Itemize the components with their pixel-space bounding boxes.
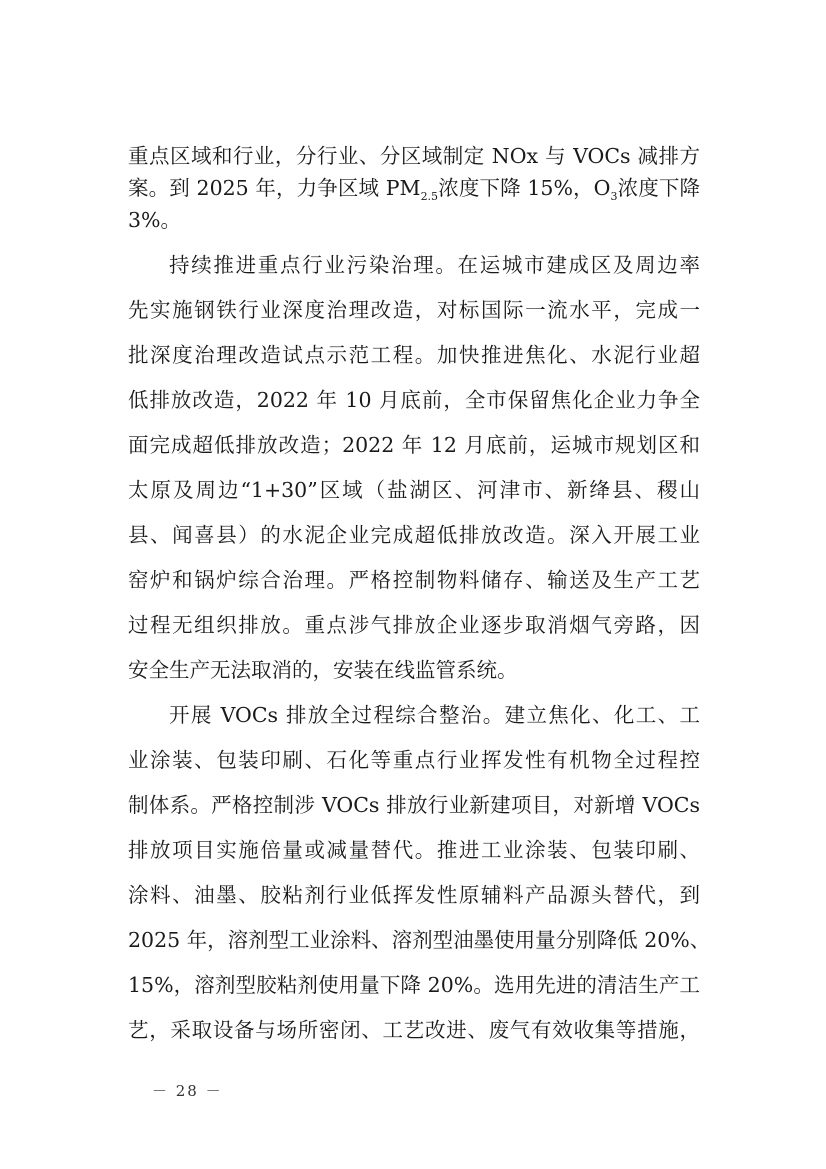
text-line: 太原及周边“1+30”区域（盐湖区、河津市、新绛县、稷山 xyxy=(128,478,700,502)
text-line: 重点区域和行业，分行业、分区域制定 NOx 与 VOCs 减排方 xyxy=(128,144,700,168)
text-segment: 案。到 2025 年，力争区域 PM xyxy=(128,176,421,200)
subscript: 2.5 xyxy=(420,190,439,203)
text-line: 面完成超低排放改造；2022 年 12 月底前，运城市规划区和 xyxy=(128,433,700,457)
text-line: 艺，采取设备与场所密闭、工艺改进、废气有效收集等措施， xyxy=(128,1018,700,1042)
subscript: 3 xyxy=(610,190,618,203)
text-line: 持续推进重点行业污染治理。在运城市建成区及周边率 xyxy=(169,253,700,277)
text-line: 先实施钢铁行业深度治理改造，对标国际一流水平，完成一 xyxy=(128,298,700,322)
text-line: 涂料、油墨、胶粘剂行业低挥发性原辅料产品源头替代，到 xyxy=(128,883,700,907)
text-line: 过程无组织排放。重点涉气排放企业逐步取消烟气旁路，因 xyxy=(128,613,700,637)
text-line-with-subscripts xyxy=(128,174,700,202)
text-line: 15%，溶剂型胶粘剂使用量下降 20%。选用先进的清洁生产工 xyxy=(128,973,700,997)
text-segment: 浓度下降 15%，O xyxy=(438,176,611,200)
text-line: 2025 年，溶剂型工业涂料、溶剂型油墨使用量分别降低 20%、 xyxy=(128,928,711,952)
text-line: 业涂装、包装印刷、石化等重点行业挥发性有机物全过程控 xyxy=(128,748,700,772)
text-segment: 浓度下降 xyxy=(617,176,700,200)
text-line: 排放项目实施倍量或减量替代。推进工业涂装、包装印刷、 xyxy=(128,838,700,862)
text-line: 批深度治理改造试点示范工程。加快推进焦化、水泥行业超 xyxy=(128,343,700,367)
text-line: 安全生产无法取消的，安装在线监管系统。 xyxy=(128,658,518,682)
text-line: 3%。 xyxy=(128,208,182,232)
text-line: 窑炉和锅炉综合治理。严格控制物料储存、输送及生产工艺 xyxy=(128,568,700,592)
text-line: 低排放改造，2022 年 10 月底前，全市保留焦化企业力争全 xyxy=(128,388,700,412)
page-number: － 28 － xyxy=(152,1082,223,1100)
text-line: 制体系。严格控制涉 VOCs 排放行业新建项目，对新增 VOCs xyxy=(128,793,700,817)
text-line: 县、闻喜县）的水泥企业完成超低排放改造。深入开展工业 xyxy=(128,523,700,547)
text-line: 开展 VOCs 排放全过程综合整治。建立焦化、化工、工 xyxy=(169,703,700,727)
